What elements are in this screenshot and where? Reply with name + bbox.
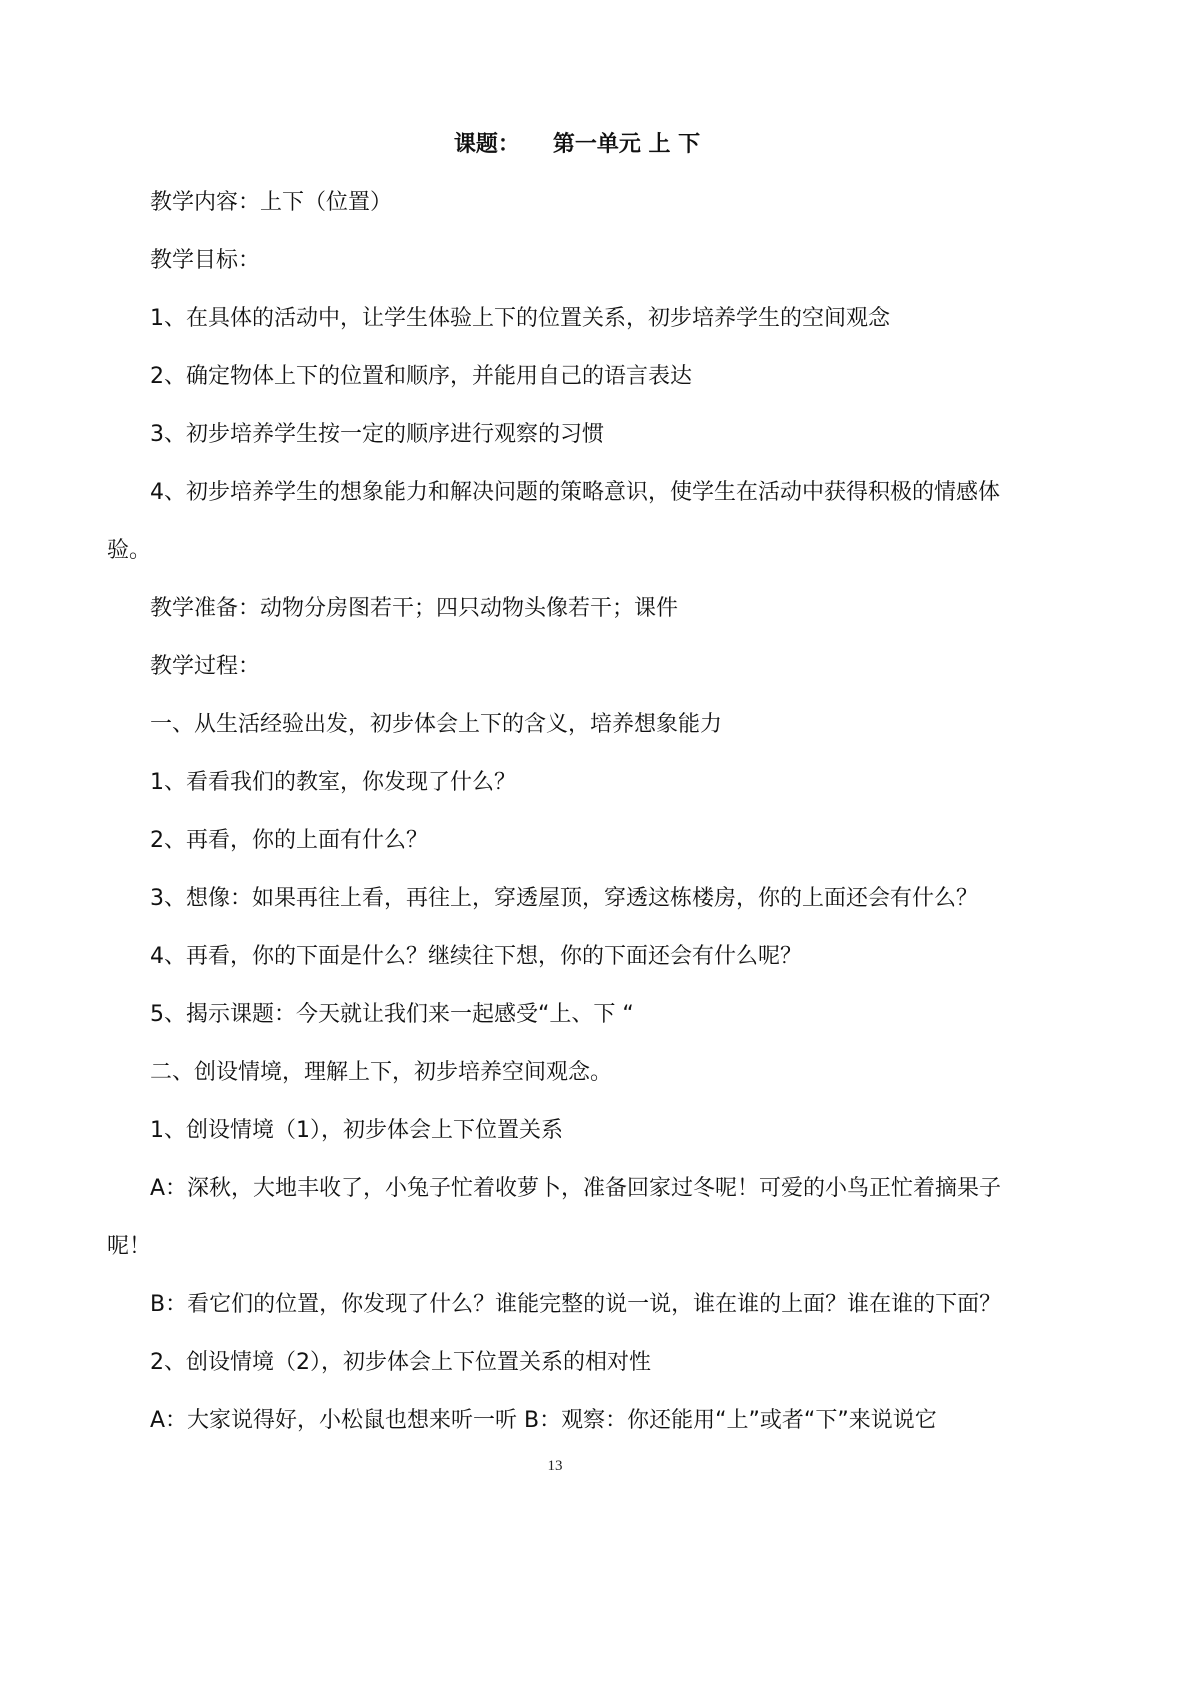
objectives-heading: 教学目标： <box>150 248 261 273</box>
process-heading: 教学过程： <box>150 654 261 679</box>
objective-1: 1、在具体的活动中，让学生体验上下的位置关系，初步培养学生的空间观念 <box>150 306 890 331</box>
section-2-item-2: 2、创设情境（2），初步体会上下位置关系的相对性 <box>150 1350 651 1375</box>
section-2-heading: 二、创设情境，理解上下，初步培养空间观念。 <box>150 1060 613 1085</box>
objective-4-continuation: 验。 <box>107 538 152 563</box>
section-1-item-5: 5、揭示课题：今天就让我们来一起感受“上、下 “ <box>150 1002 634 1027</box>
teaching-preparation: 教学准备：动物分房图若干；四只动物头像若干；课件 <box>150 596 679 621</box>
page-number: 13 <box>547 1458 563 1474</box>
section-1-item-4: 4、再看，你的下面是什么？继续往下想，你的下面还会有什么呢？ <box>150 944 802 969</box>
page-content <box>107 116 1067 1450</box>
lesson-title <box>107 116 1003 174</box>
section-2-item-a-continuation: 呢！ <box>107 1234 152 1259</box>
objective-3: 3、初步培养学生按一定的顺序进行观察的习惯 <box>150 422 604 447</box>
lesson-title-text: 第一单元 上 下 <box>552 132 701 157</box>
section-1-heading: 一、从生活经验出发，初步体会上下的含义，培养想象能力 <box>150 712 723 737</box>
section-1-item-1: 1、看看我们的教室，你发现了什么？ <box>150 770 516 795</box>
section-2-item-b: B：看它们的位置，你发现了什么？谁能完整的说一说，谁在谁的上面？谁在谁的下面？ <box>150 1292 1002 1317</box>
section-2-item-a: A：深秋，大地丰收了，小兔子忙着收萝卜，准备回家过冬呢！可爱的小鸟正忙着摘果子 <box>150 1176 1002 1201</box>
section-2-item-2-a: A：大家说得好，小松鼠也想来听一听 B：观察：你还能用“上”或者“下”来说说它 <box>150 1408 937 1433</box>
lesson-title-label: 课题： <box>453 132 520 157</box>
teaching-content: 教学内容：上下（位置） <box>150 190 393 215</box>
section-1-item-3: 3、想像：如果再往上看，再往上，穿透屋顶，穿透这栋楼房，你的上面还会有什么？ <box>150 886 978 911</box>
objective-2: 2、确定物体上下的位置和顺序，并能用自己的语言表达 <box>150 364 692 389</box>
section-2-item-1: 1、创设情境（1），初步体会上下位置关系 <box>150 1118 563 1143</box>
section-1-item-2: 2、再看，你的上面有什么？ <box>150 828 428 853</box>
objective-4: 4、初步培养学生的想象能力和解决问题的策略意识，使学生在活动中获得积极的情感体 <box>150 480 1000 505</box>
